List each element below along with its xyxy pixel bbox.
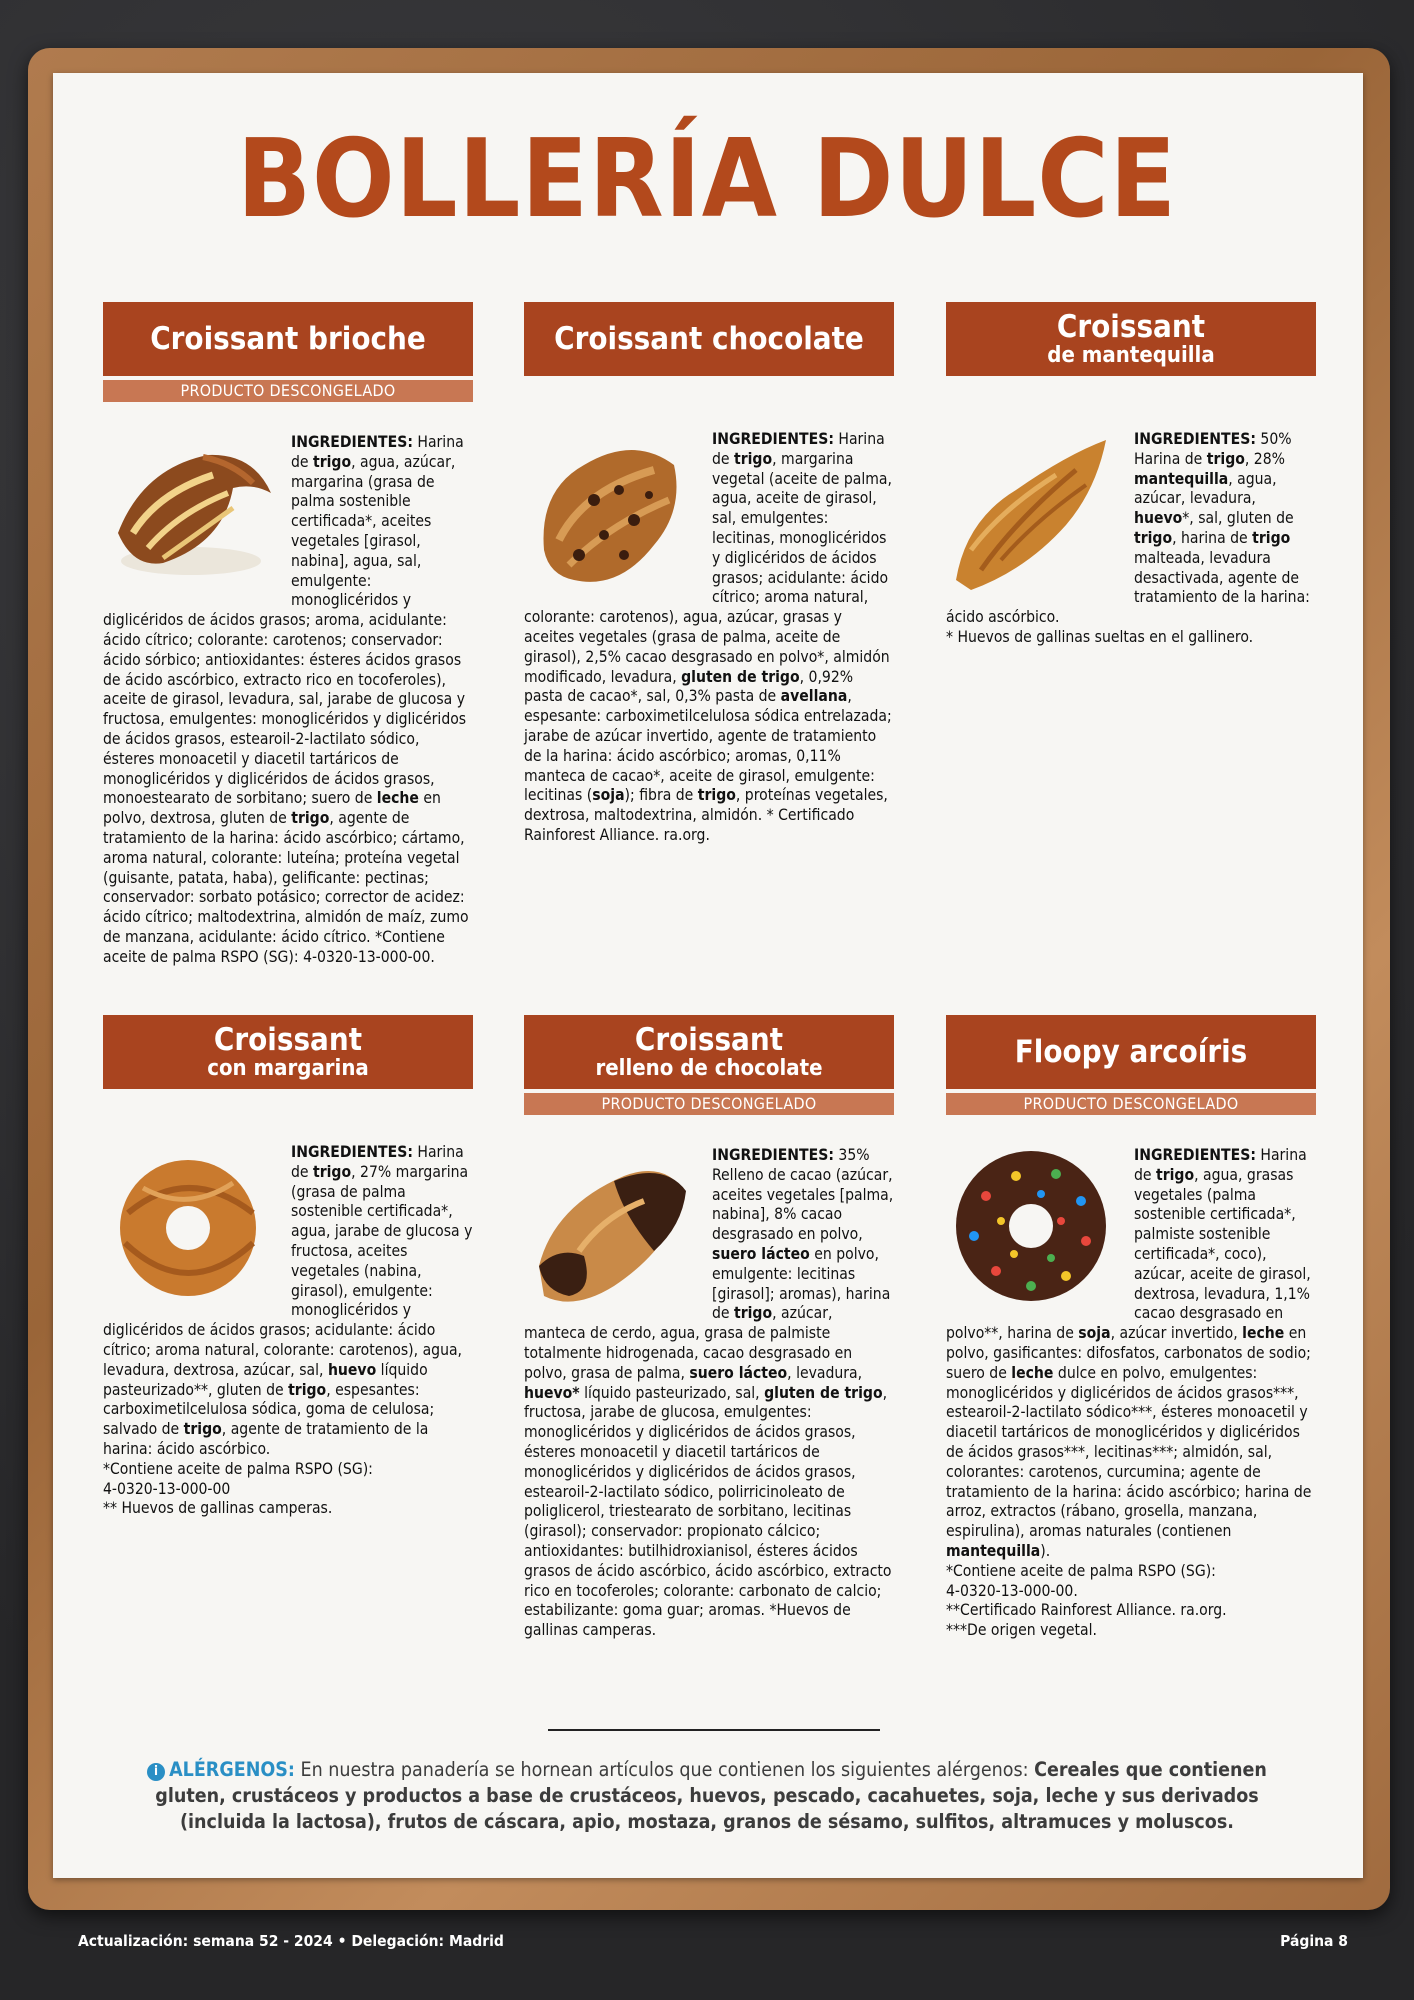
ingredients-text (103, 1143, 473, 1519)
croissant-chocolate-photo (524, 430, 704, 600)
allergen-word: avellana (780, 687, 848, 706)
allergen-word: gluten de trigo (681, 667, 800, 686)
ingredient-text: Harina de (291, 1143, 464, 1181)
ingredients-label: INGREDIENTES: (712, 430, 834, 448)
ingredients-text (524, 430, 894, 846)
ingredient-text: , agua, azúcar, margarina (grasa de palma sostenible certificada*, aceites vegetales [girasol, nabina], agua, sal, emulgente: monoglicéridos y diglicéridos de ácidos grasos; aroma, acidulante: ácido cítrico; colorante: carotenos; conservador: ácido sórbico; antioxidantes: ésteres ácidos grasos de ácido ascórbico, extracto rico en tocoferoles), aceite de girasol, levadura, sal, jarabe de glucosa y fructosa, emulgentes: monoglicéridos y diglicéridos de ácidos grasos, estearoil-2-lactilato sódico, ésteres monoacetil y diacetil tartáricos de monoglicéridos y diglicéridos de ácidos grasos, monoestearato de sorbitano; suero de (103, 452, 467, 808)
allergen-word: trigo (1206, 449, 1245, 468)
allergen-word: soja (592, 786, 625, 805)
product-card (103, 1015, 473, 1519)
ingredient-text: en polvo, dextrosa, gluten de (103, 789, 441, 828)
product-name: Floopy arcoíris (1014, 1034, 1248, 1070)
ingredients-label: INGREDIENTES: (1134, 430, 1256, 448)
croissant-brioche-photo (103, 433, 283, 603)
allergen-word: trigo (313, 1162, 352, 1181)
allergen-word: trigo (288, 1380, 327, 1399)
ingredients-text (103, 433, 473, 968)
ingredient-text: , margarina vegetal (aceite de palma, agua, aceite de girasol, sal, emulgentes: lecitinas, monoglicéridos y diglicéridos de ácidos grasos; acidulante: ácido cítrico; aroma natural, colorante: carotenos), agua, azúcar, grasas y aceites vegetales (grasa de palma, aceite de girasol), 2,5% cacao desgrasado en polvo*, almidón modificado, levadura, (524, 449, 892, 686)
product-name-sub: relleno de chocolate (595, 1056, 823, 1081)
ingredient-text: Harina de (291, 433, 464, 471)
allergen-word: huevo (1134, 509, 1183, 528)
allergen-word: huevo* (524, 1383, 580, 1402)
footnote: ** Huevos de gallinas camperas. (103, 1499, 333, 1518)
info-icon: i (147, 1763, 165, 1781)
ingredient-text: , 27% margarina (grasa de palma sostenible certificada*, agua, jarabe de glucosa y fructosa, aceites vegetales (nabina, girasol), emulgente: monoglicéridos y diglicéridos de ácidos grasos; acidulante: ácido cítrico; aroma natural, colorante: carotenos), agua, levadura, dextrosa, azúcar, sal, (103, 1162, 473, 1379)
allergen-word: huevo (327, 1360, 377, 1379)
allergen-word: trigo (291, 809, 330, 828)
ingredient-text: , agente de tratamiento de la harina: ácido ascórbico; cártamo, aroma natural, colorante: luteína; proteína vegetal (guisante, patata, haba), gelificante: pectinas; conservador: sorbato potásico; corrector de acidez: ácido cítrico; maltodextrina, almidón de maíz, zumo de manzana, acidulante: ácido cítrico. *Contiene aceite de palma RSPO (SG): 4-0320-13-000-00. (103, 809, 469, 966)
ingredient-text: ); fibra de (624, 786, 698, 805)
ingredient-text: 50% Harina de (1134, 430, 1292, 468)
allergen-word: trigo (734, 449, 773, 468)
product-header (946, 1015, 1316, 1089)
ingredient-text: en polvo, gasificantes: difosfatos, carbonatos de sodio; suero de (946, 1324, 1311, 1382)
ingredient-text: , azúcar, manteca de cerdo, agua, grasa de palmiste totalmente hidrogenada, cacao desgrasado en polvo, grasa de palma, (524, 1304, 853, 1382)
ingredient-text: , azúcar invertido, (1110, 1324, 1243, 1343)
ingredient-text: malteada, levadura desactivada, agente de tratamiento de la harina: ácido ascórbico. (946, 548, 1310, 627)
product-name-sub: de mantequilla (1047, 343, 1215, 368)
product-name: Croissant brioche (150, 321, 426, 357)
allergen-word: leche (1011, 1363, 1054, 1382)
allergens-list: Cereales que contienen gluten, crustáceos y productos a base de crustáceos, huevos, pescado, cacahuetes, soja, leche y sus derivados (incluida la lactosa), frutos de cáscara, apio, mostaza, granos de sésamo, sulfitos, altramuces y moluscos. (155, 1758, 1267, 1833)
allergen-word: leche (376, 789, 419, 808)
ingredients-label: INGREDIENTES: (291, 433, 413, 451)
frozen-badge: PRODUCTO DESCONGELADO (946, 1093, 1316, 1115)
footnote: **Certificado Rainforest Alliance. ra.org. (946, 1601, 1227, 1620)
ingredients-text (524, 1146, 894, 1641)
ingredient-text: Harina de (712, 430, 885, 468)
frozen-badge: PRODUCTO DESCONGELADO (524, 1093, 894, 1115)
divider (548, 1729, 880, 1731)
product-card (946, 302, 1316, 648)
ingredient-text: , proteínas vegetales, dextrosa, maltodextrina, almidón. * Certificado Rainforest Alliance. ra.org. (524, 786, 888, 844)
ingredient-text: en polvo, emulgente: lecitinas [girasol]; aromas), harina de (712, 1244, 891, 1323)
product-name-sub: con margarina (207, 1056, 369, 1081)
ingredient-text: 35% Relleno de cacao (azúcar, aceites vegetales [palma, nabina], 8% cacao desgrasado en polvo, (712, 1146, 894, 1244)
product-card (524, 1015, 894, 1641)
footnote: * Huevos de gallinas sueltas en el gallinero. (946, 627, 1254, 646)
ingredients-text (946, 430, 1316, 648)
product-name: Croissant chocolate (554, 321, 864, 357)
ingredients-label: INGREDIENTES: (712, 1146, 834, 1164)
product-header (524, 302, 894, 376)
ingredient-text: Harina de (1134, 1146, 1307, 1184)
ingredient-text: , agua, grasas vegetales (palma sostenible certificada*, palmiste sostenible certificada*, coco), azúcar, aceite de girasol, dextrosa, levadura, 1,1% cacao desgrasado en polvo**, harina de (946, 1165, 1311, 1343)
ingredient-text: , agente de tratamiento de la harina: ácido ascórbico. (103, 1420, 429, 1458)
ingredient-text: líquido pasteurizado, sal, (579, 1383, 765, 1402)
allergen-word: suero lácteo (689, 1363, 788, 1382)
croissant-margarina-photo (103, 1143, 283, 1313)
product-name: Croissant (213, 1022, 363, 1058)
product-card (946, 1015, 1316, 1641)
allergens-notice (130, 1757, 1284, 1835)
ingredients-text (946, 1146, 1316, 1641)
allergen-word: leche (1242, 1324, 1285, 1343)
product-header (103, 1015, 473, 1089)
product-name: Croissant (634, 1022, 784, 1058)
allergen-word: mantequilla (1134, 469, 1229, 488)
page-number: Página 8 (1280, 1932, 1348, 1950)
ingredients-label: INGREDIENTES: (291, 1143, 413, 1161)
product-header (524, 1015, 894, 1089)
allergen-word: trigo (313, 452, 352, 471)
allergen-word: suero lácteo (712, 1244, 810, 1263)
ingredient-text: *, sal, gluten de (1182, 509, 1294, 528)
ingredient-text: , fructosa, jarabe de glucosa, emulgentes: monoglicéridos y diglicéridos de ácidos grasos, ésteres monoacetil y diacetil tartáricos de monoglicéridos y diglicéridos de ácidos grasos, estearoil-2-lactilato sódico, polirricinoleato de poliglicerol, triestearato de sorbitano, lecitinas (girasol); conservador: propionato cálcico; antioxidantes: butilhidroxianisol, ésteres ácidos grasos de ácido ascórbico, ácido ascórbico, extracto rico en tocoferoles; colorante: carbonato de calcio; estabilizante: goma guar; aromas. *Huevos de gallinas camperas. (524, 1383, 892, 1640)
croissant-relleno-chocolate-photo (524, 1146, 704, 1316)
footer-update-info: Actualización: semana 52 - 2024 • Delegación: Madrid (78, 1932, 504, 1950)
footnote: 4-0320-13-000-00. (946, 1581, 1078, 1600)
allergen-word: trigo (1252, 528, 1291, 547)
croissant-mantequilla-photo (946, 430, 1126, 600)
allergen-word: gluten de trigo (764, 1383, 883, 1402)
allergen-word: trigo (734, 1304, 773, 1323)
ingredient-text: , 0,92% pasta de cacao*, sal, 0,3% pasta de (524, 667, 854, 706)
allergens-label: ALÉRGENOS: (169, 1758, 295, 1781)
footnote: 4-0320-13-000-00 (103, 1479, 231, 1498)
ingredient-text: , agua, azúcar, levadura, (1134, 469, 1277, 508)
ingredient-text: , harina de (1172, 528, 1253, 547)
product-card (103, 302, 473, 968)
ingredient-text: , espesante: carboximetilcelulosa sódica entrelazada; jarabe de azúcar invertido, agente de tratamiento de la harina: ácido ascórbico; aromas, 0,11% manteca de cacao*, aceite de girasol, emulgente: lecitinas ( (524, 687, 892, 805)
allergens-intro: En nuestra panadería se hornean artículos que contienen los siguientes alérgenos: (294, 1758, 1035, 1781)
ingredient-text: , espesantes: carboximetilcelulosa sódica, goma de celulosa; salvado de (103, 1380, 435, 1439)
footnote: *Contiene aceite de palma RSPO (SG): (946, 1561, 1216, 1580)
allergen-word: mantequilla (946, 1541, 1041, 1560)
allergen-word: trigo (183, 1420, 222, 1439)
product-header (946, 302, 1316, 376)
frozen-badge: PRODUCTO DESCONGELADO (103, 380, 473, 402)
ingredient-text: ). (1040, 1541, 1051, 1560)
page-title: BOLLERÍA DULCE (237, 117, 1177, 242)
ingredient-text: , 28% (1244, 449, 1285, 468)
product-card (524, 302, 894, 846)
product-name: Croissant (1056, 309, 1206, 345)
ingredient-text: dulce en polvo, emulgentes: monoglicéridos y diglicéridos de ácidos grasos***, estearoil-2-lactilato sódico***, ésteres monoacetil y diacetil tartáricos de monoglicéridos y diglicéridos de ácidos grasos***, lecitinas***; almidón, sal, colorantes: carotenos, curcumina; agente de tratamiento de la harina: ácido ascórbico; harina de arroz, extractos (rábano, grosella, manzana, espirulina), aromas naturales (contienen (946, 1363, 1312, 1541)
allergen-word: trigo (697, 786, 736, 805)
allergen-word: trigo (1134, 528, 1173, 547)
allergen-word: trigo (1156, 1165, 1195, 1184)
product-header (103, 302, 473, 376)
footnote: ***De origen vegetal. (946, 1621, 1097, 1640)
footnote: *Contiene aceite de palma RSPO (SG): (103, 1459, 373, 1478)
ingredient-text: , levadura, (787, 1363, 863, 1382)
floopy-arcoiris-photo (946, 1146, 1126, 1316)
allergen-word: soja (1078, 1324, 1111, 1343)
ingredients-label: INGREDIENTES: (1134, 1146, 1256, 1164)
ingredient-text: líquido pasteurizado**, gluten de (103, 1360, 428, 1399)
